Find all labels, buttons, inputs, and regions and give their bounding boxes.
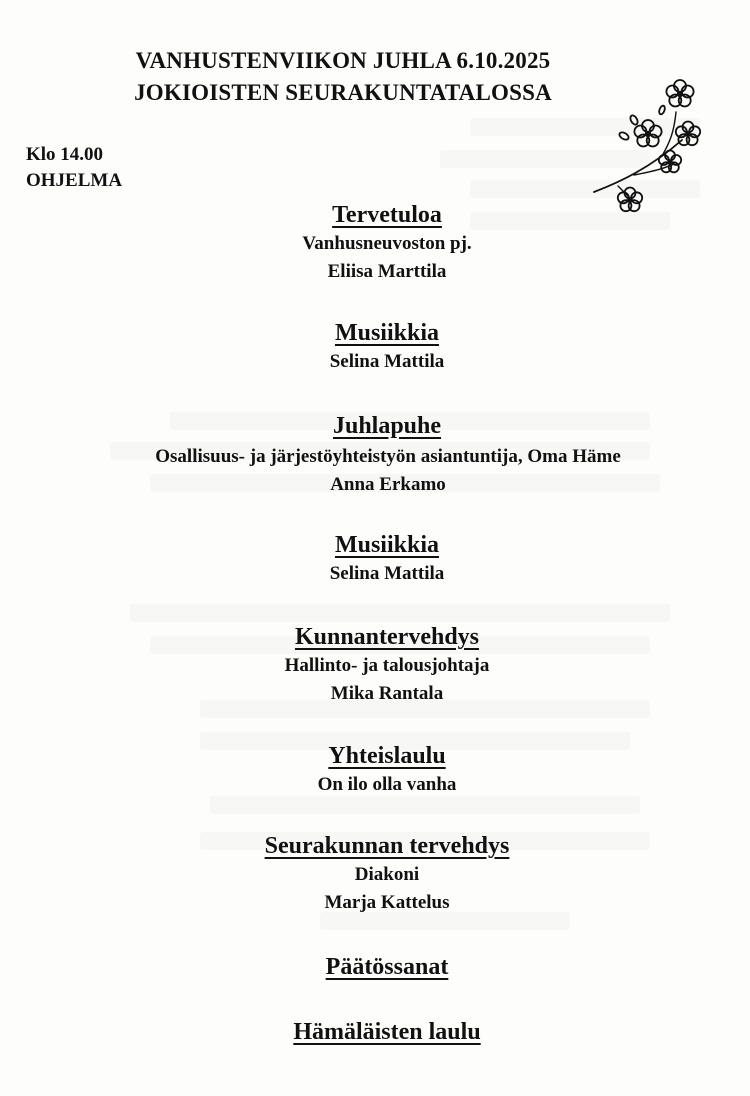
program-label: OHJELMA bbox=[26, 170, 123, 191]
program-detail: Osallisuus- ja järjestöyhteistyön asiantuntija, Oma Häme bbox=[155, 446, 621, 467]
program-item-seurakunnan-tervehdys bbox=[0, 831, 750, 917]
program-item-musiikkia-2 bbox=[0, 530, 750, 588]
program-detail: Mika Rantala bbox=[330, 683, 444, 704]
program-item-juhlapuhe bbox=[0, 411, 750, 441]
program-detail: Vanhusneuvoston pj. bbox=[302, 233, 472, 254]
program-heading: Juhlapuhe bbox=[332, 413, 442, 439]
program-heading: Yhteislaulu bbox=[328, 743, 446, 769]
event-title: VANHUSTENVIIKON JUHLA 6.10.2025 bbox=[135, 48, 551, 73]
program-detail: Diakoni bbox=[354, 864, 420, 885]
program-detail: Eliisa Marttila bbox=[327, 261, 447, 282]
program-heading: Musiikkia bbox=[334, 532, 440, 558]
program-item-kunnantervehdys bbox=[0, 622, 750, 708]
program-item-hamalaisten-laulu bbox=[0, 1017, 750, 1047]
program-detail: Anna Erkamo bbox=[330, 474, 446, 495]
program-item-yhteislaulu bbox=[0, 741, 750, 799]
program-detail: Selina Mattila bbox=[329, 563, 445, 584]
program-item-musiikkia-1 bbox=[0, 318, 750, 376]
program-heading: Päätössanat bbox=[325, 954, 449, 980]
program-detail: Selina Mattila bbox=[329, 351, 445, 372]
program-heading: Hämäläisten laulu bbox=[293, 1019, 481, 1045]
program-item-tervetuloa bbox=[0, 200, 750, 286]
program-detail: Marja Kattelus bbox=[324, 892, 450, 913]
time-block bbox=[26, 142, 122, 194]
program-detail: Hallinto- ja talousjohtaja bbox=[284, 655, 490, 676]
program-detail: On ilo olla vanha bbox=[317, 774, 457, 795]
program-heading: Kunnantervehdys bbox=[294, 624, 480, 650]
event-venue: JOKIOISTEN SEURAKUNTATALOSSA bbox=[134, 80, 552, 105]
program-item-paatossanat bbox=[0, 952, 750, 982]
event-time: Klo 14.00 bbox=[26, 144, 104, 165]
program-heading: Seurakunnan tervehdys bbox=[264, 833, 510, 859]
program-heading: Tervetuloa bbox=[332, 202, 442, 228]
program-heading: Musiikkia bbox=[334, 320, 440, 346]
